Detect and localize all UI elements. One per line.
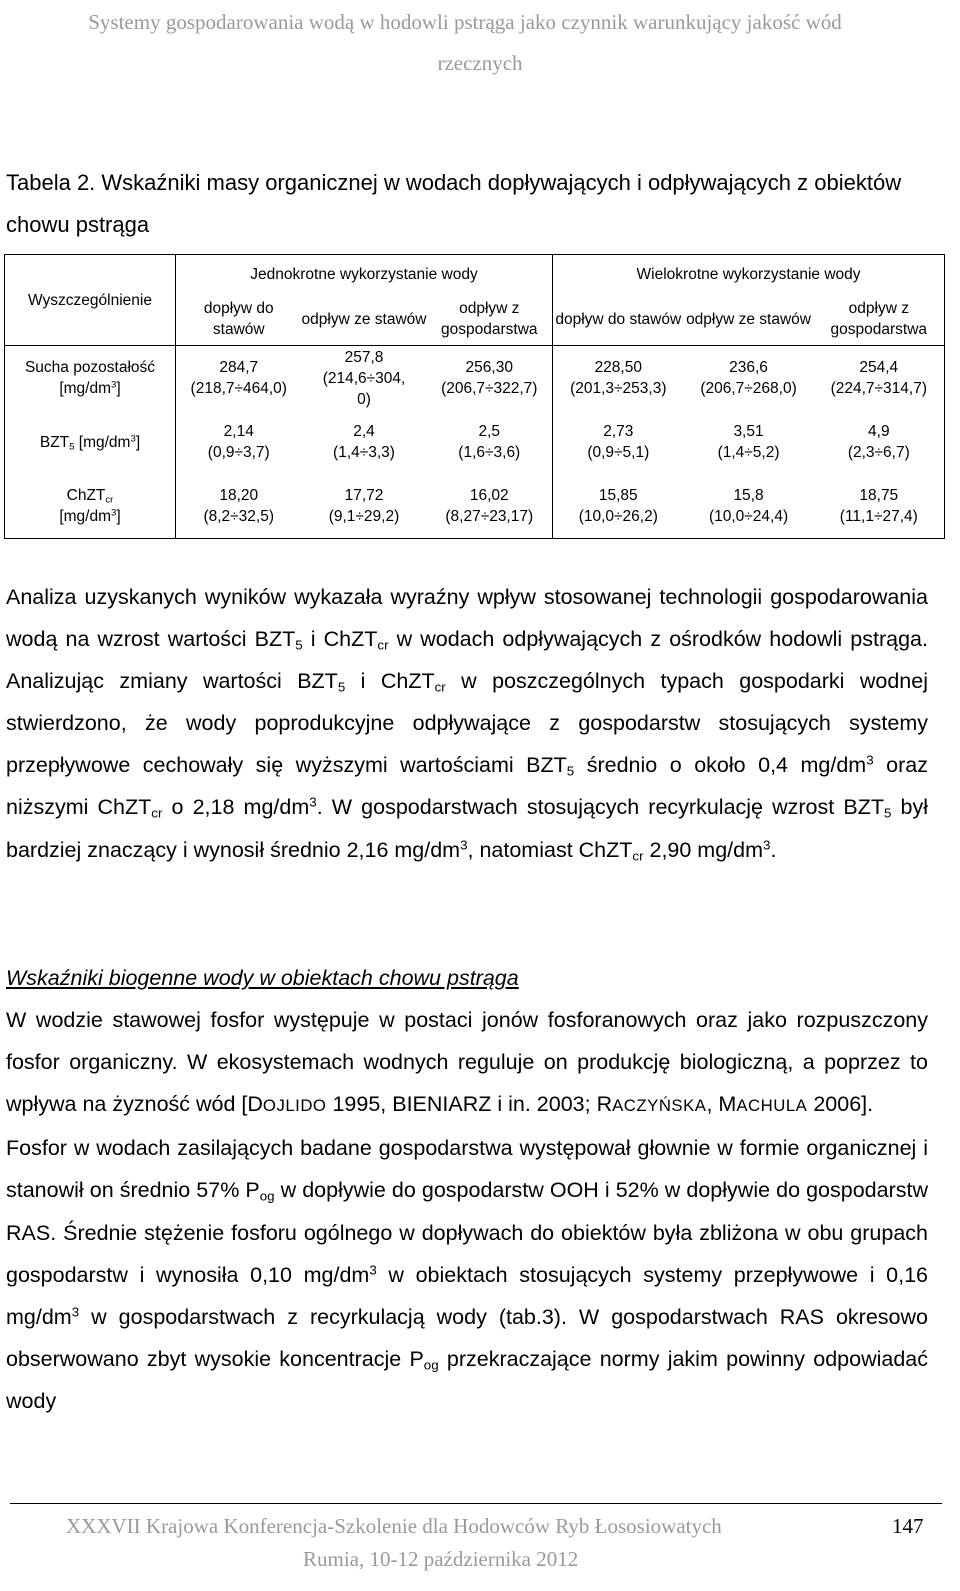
table-cell: 2,4 (1,4÷3,3) (333, 423, 395, 461)
row-header-cell (5, 255, 176, 346)
paragraph-analysis: Analiza uzyskanych wyników wykazała wyraźny wpływ stosowanej technologii gospodarowania wodą na wzrost wartości $BZT_5$ i ChZT$_{cr}$ w wodach odpływających z ośrodków hodowli pstrąga. Analizując zmiany wartości $BZT_5$ i ChZT$_{cr}$ w poszczególnych typach gospodarki wodnej stwierdzono, że wody poprodukcyjne odpływające z gospodarstw stosujących systemy przepływowe cechowały się wyższymi wartościami $BZT_5$ średnio o około 0,4 $mg/dm^3$ oraz niższymi ChZT$_{cr}$ o 2,18 $mg/dm^3$. W gospodarstwach stosujących recyrkulację wzrost $BZT_5$ był bardziej znaczący i wynosił średnio 2,16 $mg/dm^3$, natomiast ChZT$_{cr}$ 2,90 $mg/dm^3$. (6, 585, 928, 863)
organic-matter-table (4, 254, 945, 539)
table-caption: Tabela 2. Wskaźniki masy organicznej w wodach dopływających i odpływających z obiektów chowu pstrąga (6, 170, 902, 237)
col-header-outflow-ponds-1: odpływ ze stawów (302, 293, 427, 346)
running-head-line2: rzecznych (437, 51, 523, 75)
section-heading: Wskaźniki biogenne wody w obiektach chowu pstrąga (6, 966, 519, 990)
table-cell: 18,75 (11,1÷27,4) (814, 474, 945, 539)
group-header-multi-use: Wielokrotne wykorzystanie wody (553, 255, 945, 294)
row-label: $BZT_5$ $[mg/dm^3]$ (5, 410, 176, 474)
col-header-inflow-ponds-2: dopływ do stawów (553, 293, 684, 346)
row-label: ChZT$_{cr}$ $[mg/dm^3]$ (5, 474, 176, 539)
running-head (0, 2, 960, 84)
table-cell: 15,85 (10,0÷26,2) (553, 474, 684, 539)
col-header-inflow-ponds-1: dopływ do stawów (176, 293, 302, 346)
col-header-outflow-farm-2: odpływ z gospodarstwa (814, 293, 945, 346)
table-cell: 16,02 (8,27÷23,17) (427, 474, 553, 539)
table-cell: 256,30 (206,7÷322,7) (427, 346, 553, 411)
table-cell: 17,72 (9,1÷29,2) (302, 474, 427, 539)
table-cell: 236,6 (206,7÷268,0) (700, 359, 797, 397)
table-cell: 15,8 (10,0÷24,4) (684, 474, 814, 539)
footer-rule (10, 1503, 942, 1504)
table-row (5, 410, 945, 474)
group-header-single-use: Jednokrotne wykorzystanie wody (176, 255, 553, 294)
running-head-line1: Systemy gospodarowania wodą w hodowli pstrąga jako czynnik warunkujący jakość wód (88, 10, 842, 34)
table-cell: 18,20 (8,2÷32,5) (176, 474, 302, 539)
table-cell: 254,4 (224,7÷314,7) (814, 346, 945, 411)
page-number: 147 (892, 1514, 924, 1538)
paragraph-phosphorus-forms: W wodzie stawowej fosfor występuje w postaci jonów fosforanowych oraz jako rozpuszczony fosfor organiczny. W ekosystemach wodnych reguluje on produkcję biologiczną, a poprzez to wpływa na żyzność wód [DOJLIDO 1995, BIENIARZ i in. 2003; RACZYŃSKA, MACHULA 2006]. (6, 1008, 928, 1117)
table-cell: 228,50 (201,3÷253,3) (570, 359, 667, 397)
table-cell: 284,7 (218,7÷464,0) (190, 359, 287, 397)
table-cell: 257,8 (214,6÷304, 0) (322, 348, 406, 408)
footer-place-date: Rumia, 10-12 października 2012 (303, 1547, 579, 1571)
table-row (5, 474, 945, 539)
paragraph-phosphorus-inflow: Fosfor w wodach zasilających badane gospodarstwa występował głownie w formie organicznej i stanowił on średnio 57% $P_{og}$ w dopływie do gospodarstw OOH i 52% w dopływie do gospodarstw RAS. Średnie stężenie fosforu ogólnego w dopływach do obiektów była zbliżona w obu grupach gospodarstw i wynosiła 0,10 $mg/dm^3$ w obiektach stosujących systemy przepływowe i 0,16 $mg/dm^3$ w gospodarstwach z recyrkulacją wody (tab.3). W gospodarstwach RAS okresowo obserwowano zbyt wysokie koncentracje $P_{og}$ przekraczające normy jakim powinny odpowiadać wody (6, 1136, 928, 1413)
footer-conference: XXXVII Krajowa Konferencja-Szkolenie dla Hodowców Ryb Łososiowatych (66, 1514, 722, 1538)
table-cell: 3,51 (1,4÷5,2) (717, 423, 780, 461)
row-header: Wyszczególnienie (28, 291, 152, 309)
table-cell: 2,73 (0,9÷5,1) (587, 423, 650, 461)
col-header-outflow-farm-1: odpływ z gospodarstwa (427, 293, 553, 346)
table-cell: 2,14 (0,9÷3,7) (207, 423, 270, 461)
table-cell: 2,5 (1,6÷3,6) (427, 410, 553, 474)
row-label: Sucha pozostałość $[mg/dm^3]$ (5, 346, 176, 411)
table-row (5, 346, 945, 411)
table-cell: 4,9 (2,3÷6,7) (814, 410, 945, 474)
col-header-outflow-ponds-2: odpływ ze stawów (684, 293, 814, 346)
section-biogenic (6, 957, 928, 1422)
